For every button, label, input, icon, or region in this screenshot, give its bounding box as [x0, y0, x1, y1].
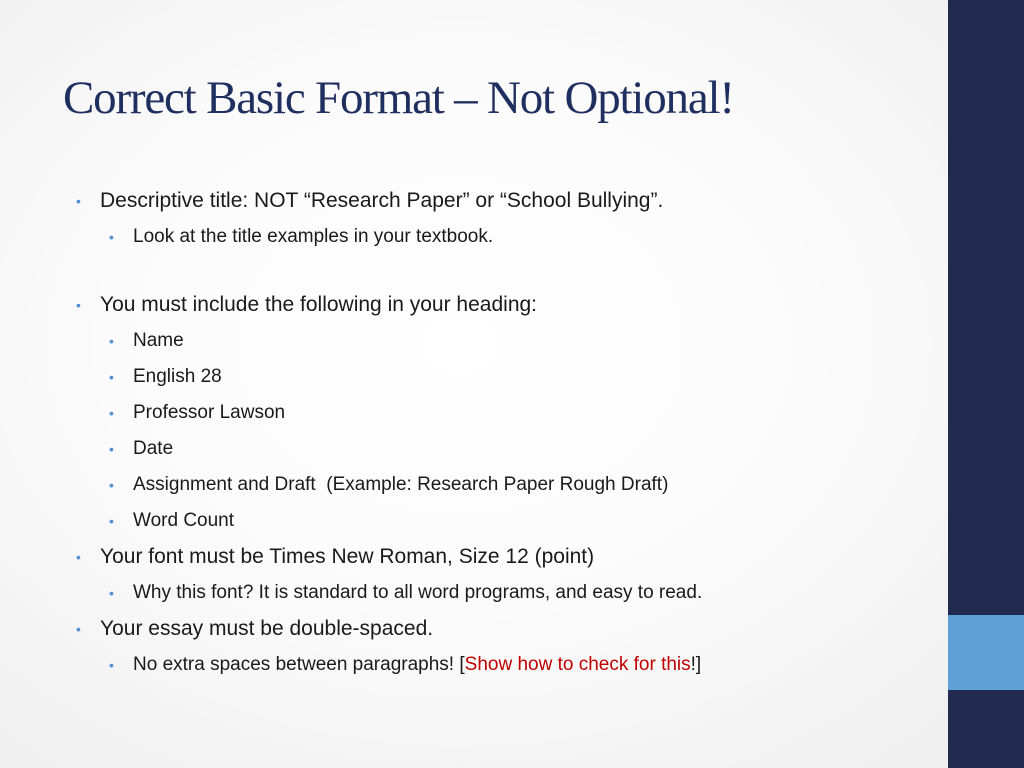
bullet-icon: • — [109, 333, 114, 349]
spacer — [76, 254, 906, 286]
sub-bullet-assignment — [76, 468, 906, 502]
bullet-text: Assignment and Draft (Example: Research Paper Rough Draft) — [133, 474, 669, 495]
bullet-text: Why this font? It is standard to all word programs, and easy to read. — [133, 582, 703, 603]
side-accent-block — [948, 615, 1024, 690]
bullet-list — [76, 182, 906, 682]
bullet-icon: • — [109, 657, 114, 673]
bullet-icon: • — [76, 297, 81, 313]
bullet-icon: • — [76, 193, 81, 209]
bullet-item-heading-requirements — [76, 288, 906, 322]
bullet-text: English 28 — [133, 366, 222, 387]
show-how-link[interactable]: Show how to check for this — [464, 654, 691, 675]
bullet-icon: • — [109, 405, 114, 421]
bullet-item-descriptive-title — [76, 184, 906, 218]
sub-bullet-course — [76, 360, 906, 394]
sub-bullet-extra-spaces — [76, 648, 906, 682]
bullet-icon: • — [109, 441, 114, 457]
bullet-item-double-spaced — [76, 612, 906, 646]
bullet-item-font — [76, 540, 906, 574]
bullet-text-before: No extra spaces between paragraphs! [ — [133, 654, 465, 675]
sub-bullet-word-count — [76, 504, 906, 538]
bullet-text: Look at the title examples in your textbook. — [133, 226, 494, 247]
bullet-icon: • — [109, 477, 114, 493]
bullet-icon: • — [109, 513, 114, 529]
slide-title: Correct Basic Format – Not Optional! — [63, 72, 734, 124]
sub-bullet-title-examples — [76, 220, 906, 254]
bullet-text: Professor Lawson — [133, 402, 286, 423]
sub-bullet-professor — [76, 396, 906, 430]
bullet-text: Your font must be Times New Roman, Size 12 (point) — [100, 545, 595, 568]
bullet-text: Date — [133, 438, 174, 459]
sub-bullet-date — [76, 432, 906, 466]
bullet-text: Descriptive title: NOT “Research Paper” or “School Bullying”. — [100, 189, 664, 212]
bullet-icon: • — [109, 229, 114, 245]
sub-bullet-font-reason — [76, 576, 906, 610]
bullet-text: Your essay must be double-spaced. — [100, 617, 434, 640]
bullet-text-after: !] — [690, 654, 702, 675]
bullet-icon: • — [76, 621, 81, 637]
bullet-text: You must include the following in your heading: — [100, 293, 538, 316]
bullet-text: Name — [133, 330, 184, 351]
bullet-icon: • — [76, 549, 81, 565]
sub-bullet-name — [76, 324, 906, 358]
bullet-icon: • — [109, 369, 114, 385]
bullet-icon: • — [109, 585, 114, 601]
bullet-text: Word Count — [133, 510, 235, 531]
